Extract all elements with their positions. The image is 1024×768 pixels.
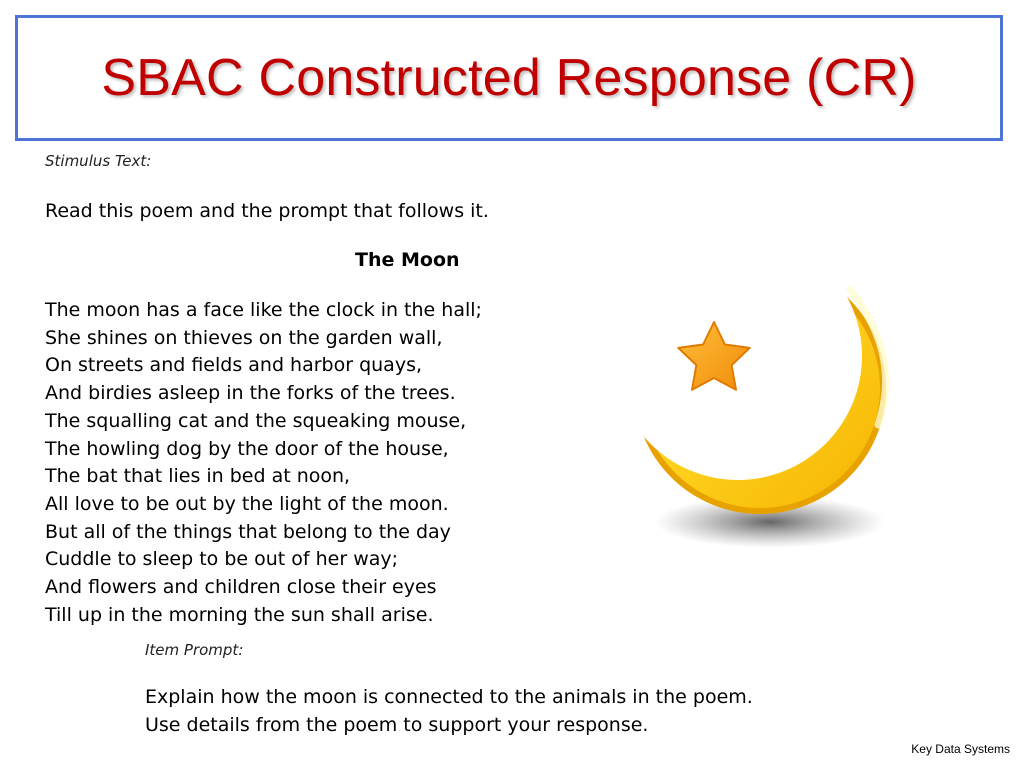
crescent-moon xyxy=(640,262,886,514)
poem-line: She shines on thieves on the garden wall, xyxy=(45,326,443,349)
poem-line: All love to be out by the light of the moon. xyxy=(45,492,449,515)
footer-text: Key Data Systems xyxy=(911,742,1010,756)
poem-line: The moon has a face like the clock in the hall; xyxy=(45,299,482,321)
poem-line: The squalling cat and the squeaking mouse, xyxy=(45,409,467,432)
prompt-lines xyxy=(145,683,753,739)
stimulus-label: Stimulus Text: xyxy=(45,152,152,170)
poem-line: And birdies asleep in the forks of the trees. xyxy=(45,382,456,405)
poem-line: Till up in the morning the sun shall arise. xyxy=(45,603,434,626)
poem-line: The bat that lies in bed at noon, xyxy=(45,465,351,488)
crescent-moon-with-star-icon xyxy=(640,260,920,560)
poem-title: The Moon xyxy=(355,249,460,271)
poem-line: On streets and fields and harbor quays, xyxy=(45,354,423,377)
prompt-label: Item Prompt: xyxy=(145,641,244,659)
prompt-line: Use details from the poem to support your response. xyxy=(145,714,649,736)
poem-lines xyxy=(45,297,482,629)
poem-line: But all of the things that belong to the day xyxy=(45,520,451,543)
poem-line: Cuddle to sleep to be out of her way; xyxy=(45,548,399,571)
poem-line: The howling dog by the door of the house, xyxy=(45,437,449,460)
slide-title: SBAC Constructed Response (CR) xyxy=(101,49,917,107)
poem-line: And flowers and children close their eyes xyxy=(45,576,437,599)
prompt-line: Explain how the moon is connected to the animals in the poem. xyxy=(145,686,753,708)
title-box xyxy=(15,15,1003,141)
stimulus-intro: Read this poem and the prompt that follows it. xyxy=(45,200,489,222)
